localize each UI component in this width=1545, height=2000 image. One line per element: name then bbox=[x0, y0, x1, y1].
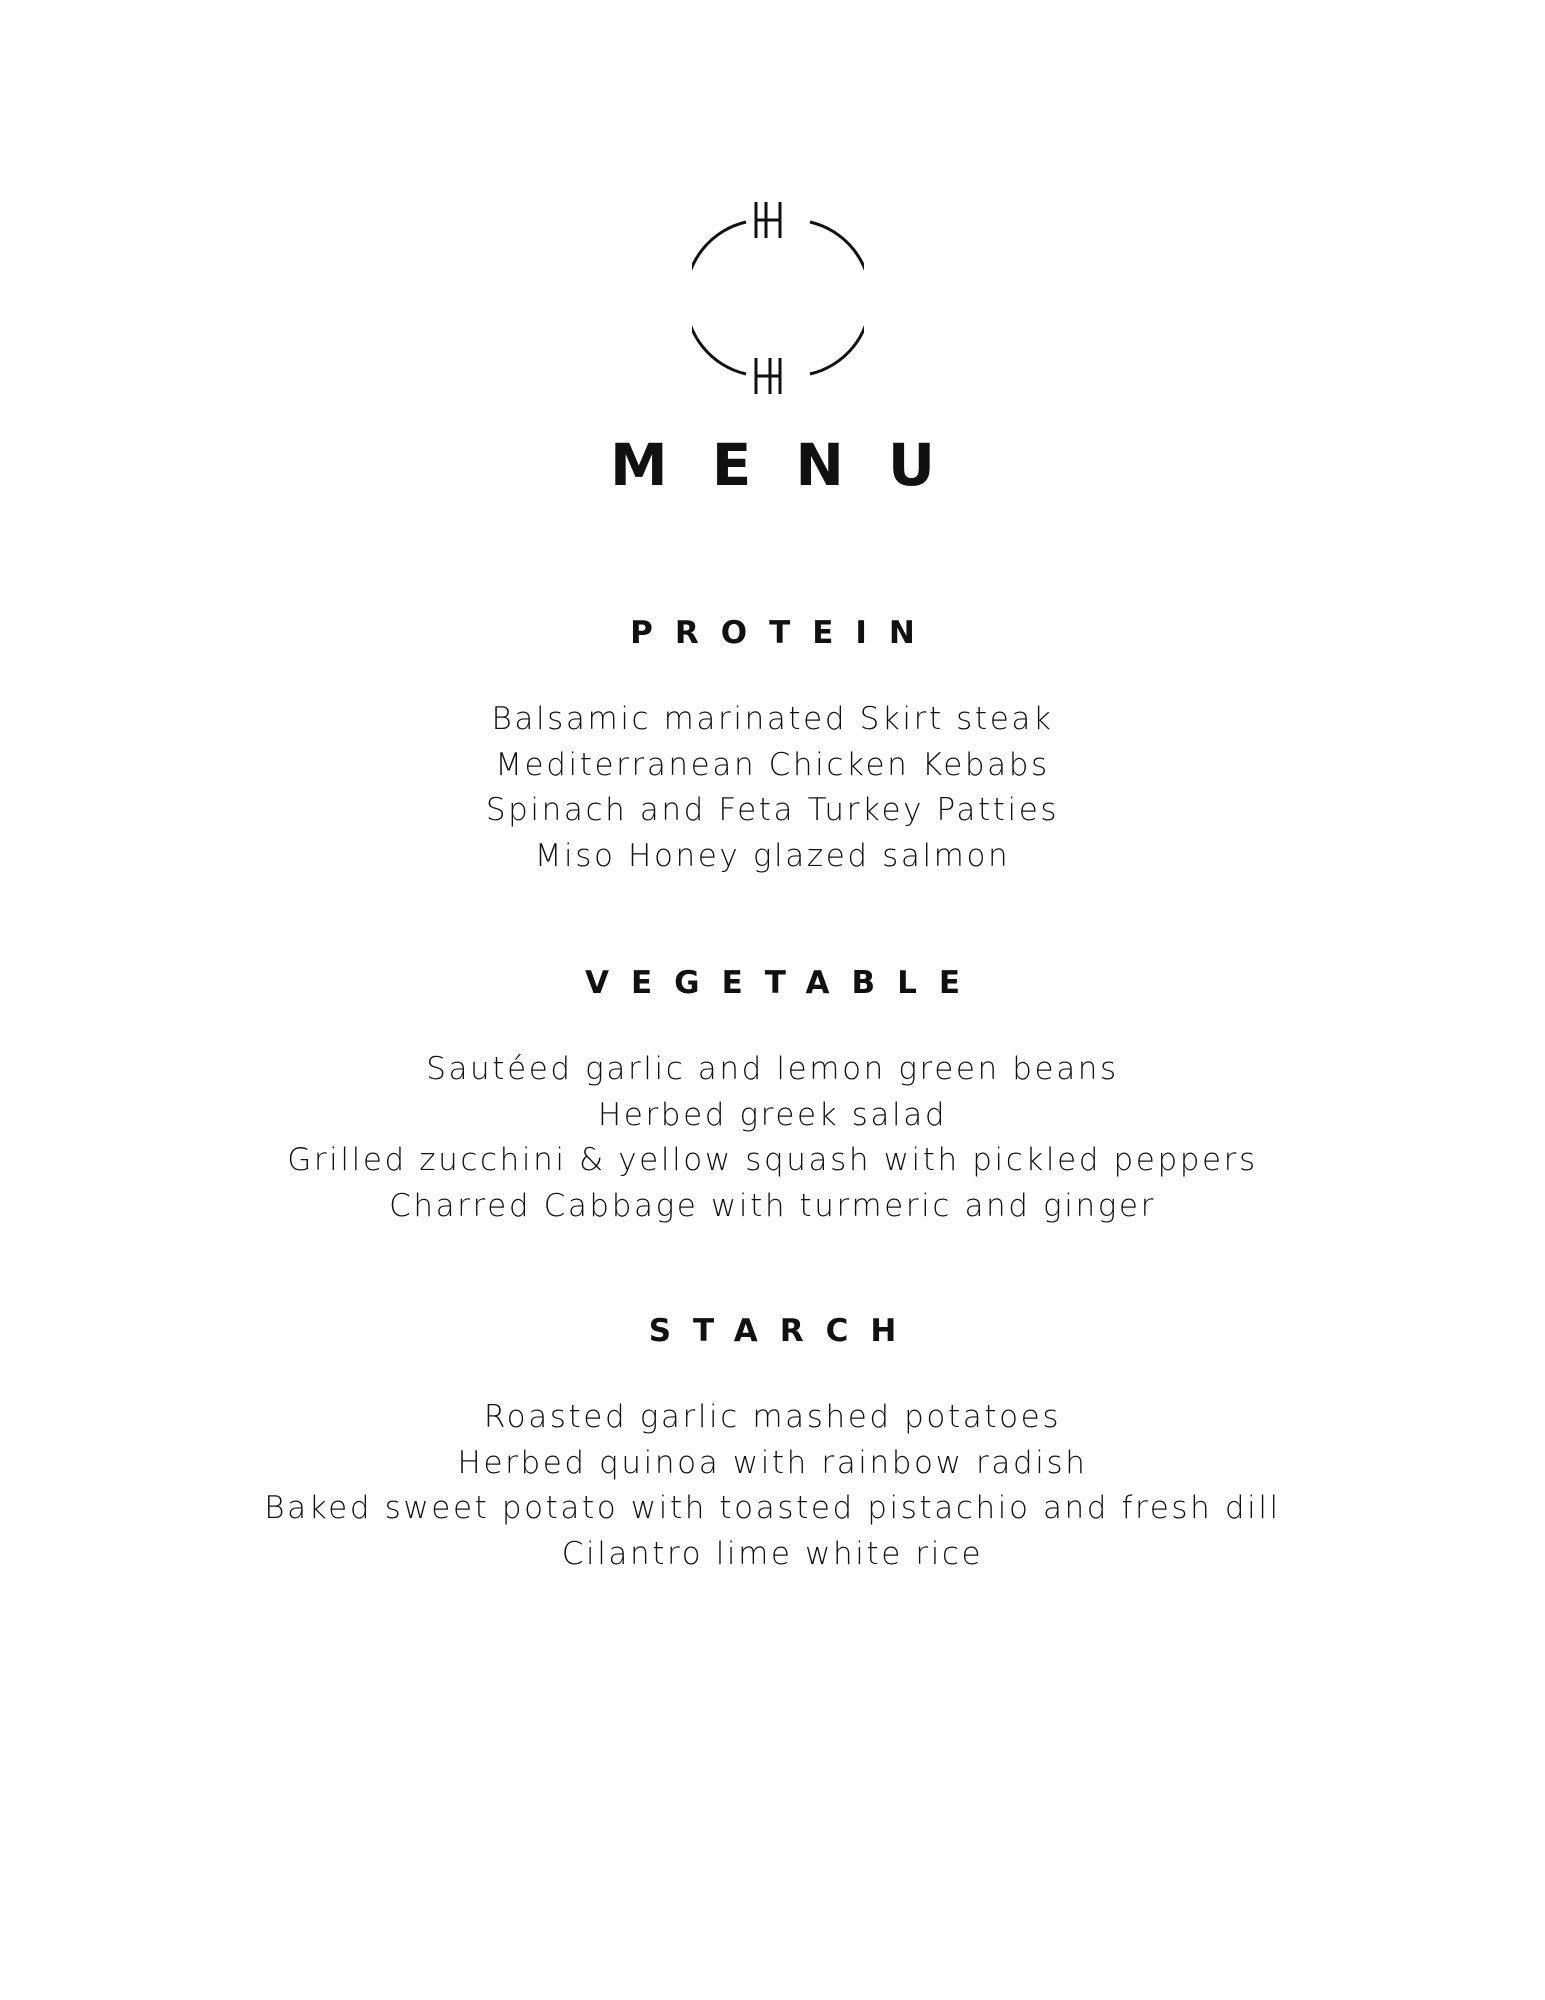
menu-item: Roasted garlic mashed potatoes bbox=[483, 1399, 1062, 1435]
section-starch bbox=[0, 1311, 1545, 1577]
circle-hh-monogram-icon bbox=[692, 198, 864, 398]
section-protein bbox=[0, 613, 1545, 879]
item-list bbox=[0, 1047, 1545, 1229]
menu-item: Charred Cabbage with turmeric and ginger bbox=[389, 1187, 1156, 1224]
menu-item: Miso Honey glazed salmon bbox=[534, 837, 1011, 874]
menu-title: MENU bbox=[610, 431, 979, 499]
item-list bbox=[0, 1395, 1545, 1577]
section-heading: PROTEIN bbox=[630, 615, 937, 651]
menu-item: Baked sweet potato with toasted pistachio and fresh dill bbox=[264, 1490, 1281, 1526]
menu-item: Sautéed garlic and lemon green beans bbox=[426, 1051, 1119, 1087]
item-list bbox=[0, 697, 1545, 879]
menu-item: Balsamic marinated Skirt steak bbox=[491, 701, 1054, 737]
section-vegetable bbox=[0, 963, 1545, 1229]
menu-item: Herbed quinoa with rainbow radish bbox=[457, 1444, 1088, 1481]
menu-item: Herbed greek salad bbox=[597, 1096, 948, 1133]
menu-item: Spinach and Feta Turkey Patties bbox=[485, 792, 1060, 828]
menu-item: Grilled zucchini & yellow squash with pickled peppers bbox=[287, 1142, 1258, 1178]
section-heading: VEGETABLE bbox=[584, 965, 983, 1001]
menu-item: Mediterranean Chicken Kebabs bbox=[495, 746, 1050, 783]
section-heading: STARCH bbox=[648, 1313, 919, 1349]
menu-item: Cilantro lime white rice bbox=[561, 1535, 984, 1572]
